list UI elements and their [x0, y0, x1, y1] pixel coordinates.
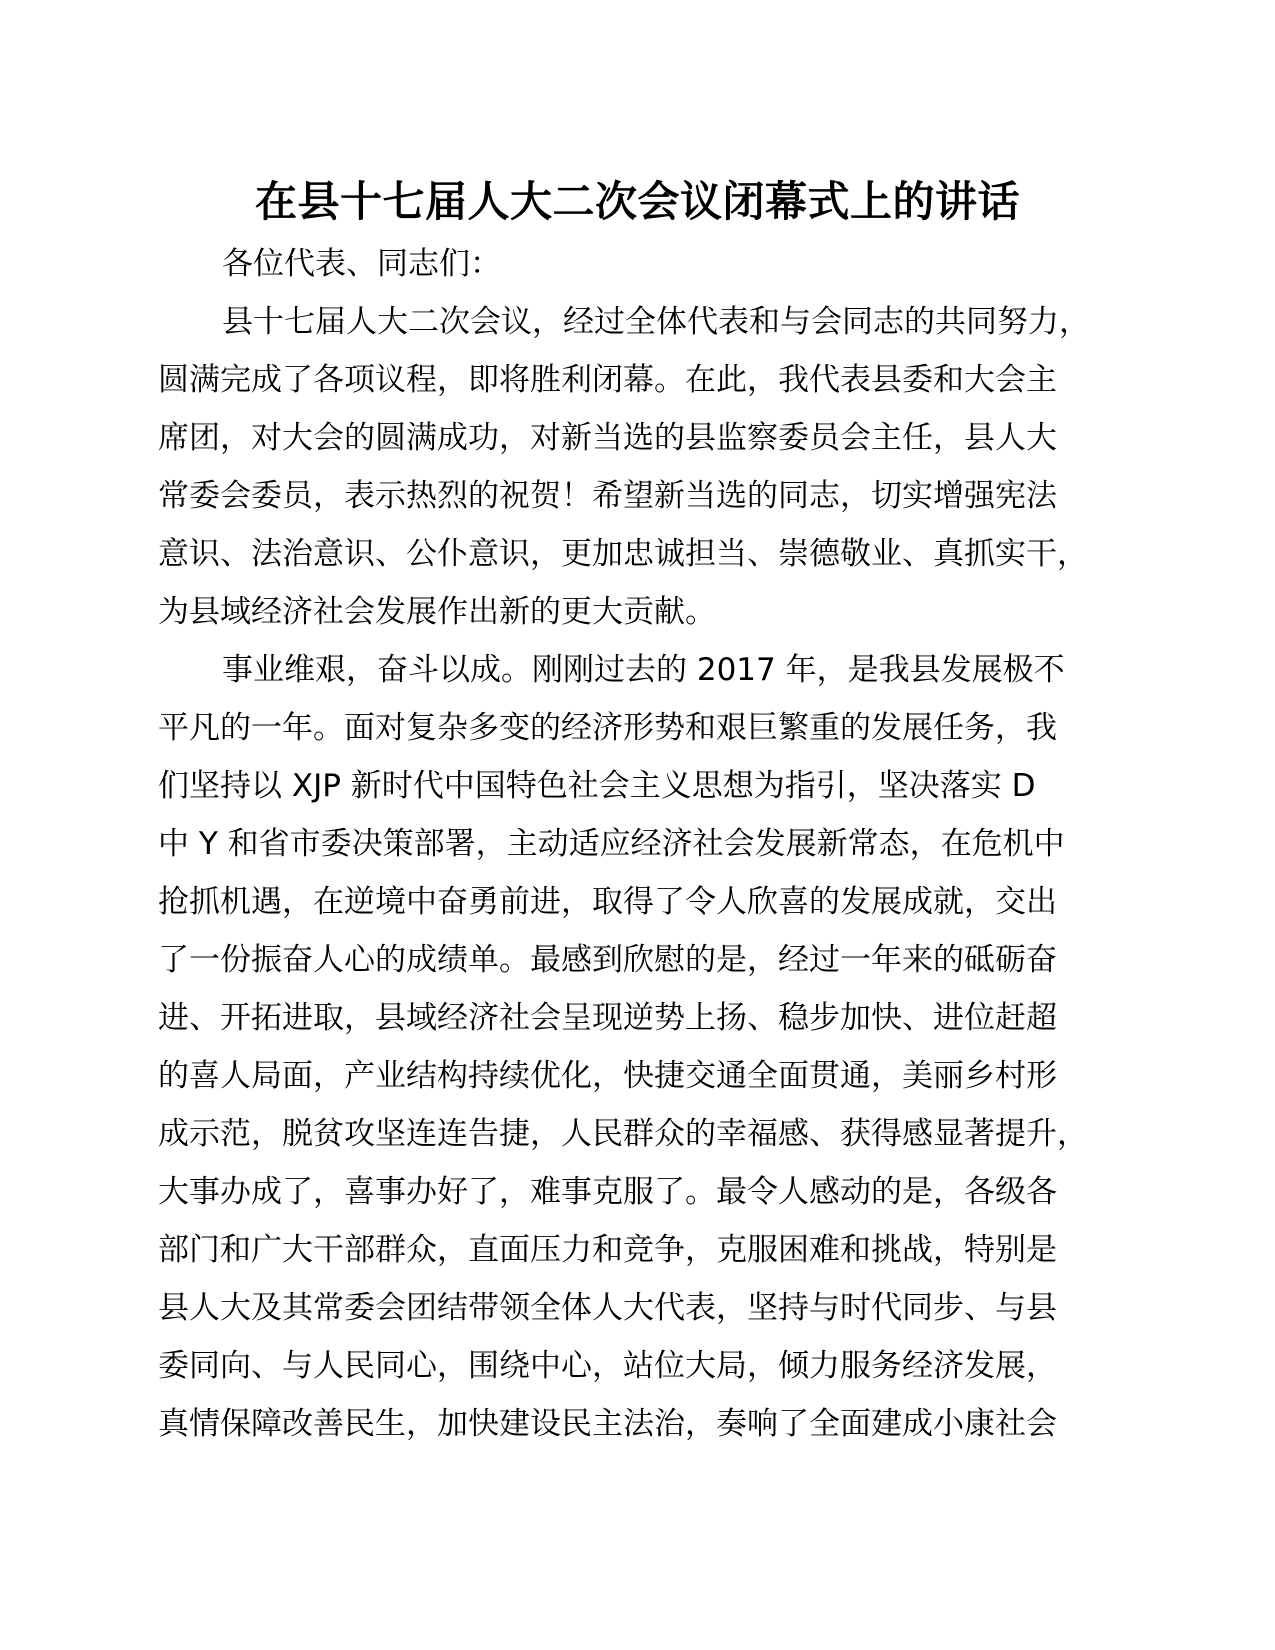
- paragraph-line: 进、开拓进取，县域经济社会呈现逆势上扬、稳步加快、进位赶超: [158, 1000, 1057, 1036]
- paragraph-line: 中 Y 和省市委决策部署，主动适应经济社会发展新常态，在危机中: [158, 826, 1065, 862]
- paragraph-2: [158, 641, 1134, 1453]
- document-body: [158, 235, 1134, 1453]
- paragraph-line: 意识、法治意识、公仆意识，更加忠诚担当、崇德敬业、真抓实干，: [158, 536, 1088, 572]
- paragraph-line: 为县域经济社会发展作出新的更大贡献。: [158, 594, 716, 630]
- paragraph-line: 席团，对大会的圆满成功，对新当选的县监察委员会主任，县人大: [158, 420, 1057, 456]
- paragraph-1: [158, 293, 1134, 641]
- paragraph-line: 的喜人局面，产业结构持续优化，快捷交通全面贯通，美丽乡村形: [158, 1058, 1057, 1094]
- paragraph-line: 县十七届人大二次会议，经过全体代表和与会同志的共同努力，: [222, 304, 1090, 340]
- paragraph-line: 了一份振奋人心的成绩单。最感到欣慰的是，经过一年来的砥砺奋: [158, 942, 1057, 978]
- paragraph-line: 抢抓机遇，在逆境中奋勇前进，取得了令人欣喜的发展成就，交出: [158, 884, 1057, 920]
- paragraph-line: 事业维艰，奋斗以成。刚刚过去的 2017 年，是我县发展极不: [222, 652, 1065, 688]
- salutation: 各位代表、同志们：: [222, 246, 501, 282]
- paragraph-line: 部门和广大干部群众，直面压力和竞争，克服困难和挑战，特别是: [158, 1232, 1057, 1268]
- paragraph-line: 真情保障改善民生，加快建设民主法治，奏响了全面建成小康社会: [158, 1406, 1057, 1442]
- paragraph-line: 委同向、与人民同心，围绕中心，站位大局，倾力服务经济发展，: [158, 1348, 1057, 1384]
- paragraph-line: 大事办成了，喜事办好了，难事克服了。最令人感动的是，各级各: [158, 1174, 1057, 1210]
- paragraph-line: 平凡的一年。面对复杂多变的经济形势和艰巨繁重的发展任务，我: [158, 710, 1057, 746]
- document-title: 在县十七届人大二次会议闭幕式上的讲话: [254, 177, 1020, 226]
- paragraph-line: 圆满完成了各项议程，即将胜利闭幕。在此，我代表县委和大会主: [158, 362, 1057, 398]
- paragraph-line: 们坚持以 XJP 新时代中国特色社会主义思想为指引，坚决落实 D: [158, 768, 1036, 804]
- paragraph-line: 县人大及其常委会团结带领全体人大代表，坚持与时代同步、与县: [158, 1290, 1057, 1326]
- paragraph-line: 常委会委员，表示热烈的祝贺！希望新当选的同志，切实增强宪法: [158, 478, 1057, 514]
- paragraph-line: 成示范，脱贫攻坚连连告捷，人民群众的幸福感、获得感显著提升，: [158, 1116, 1088, 1152]
